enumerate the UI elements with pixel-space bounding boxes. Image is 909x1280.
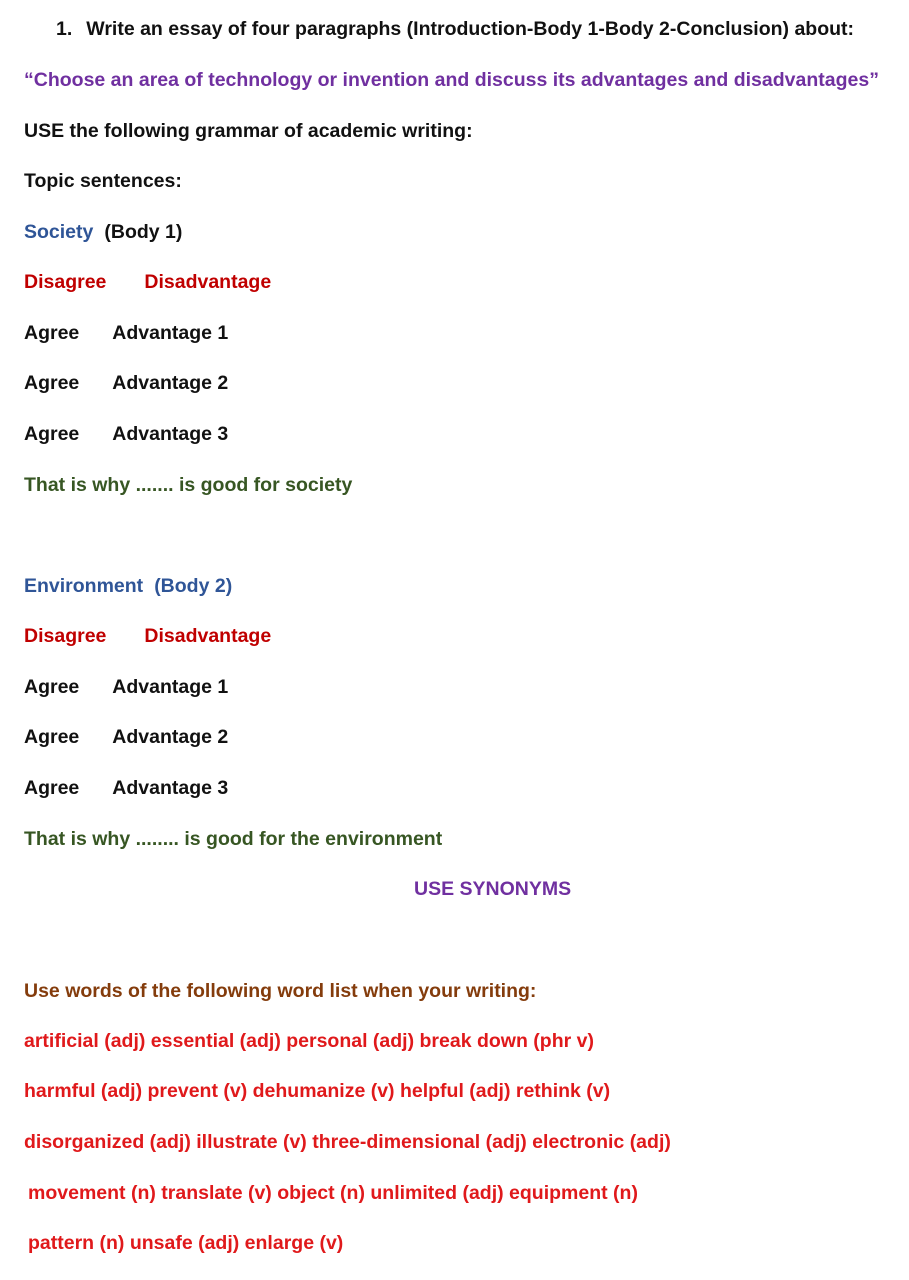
word-list-line: disorganized (adj) illustrate (v) three-dimensional (adj) electronic (adj)	[24, 1131, 671, 1153]
body1-tag: (Body 1)	[104, 221, 183, 243]
body2-advantage: Advantage 1	[112, 676, 229, 698]
word-list-line: pattern (n) unsafe (adj) enlarge (v)	[28, 1232, 344, 1254]
body1-advantage: Advantage 3	[112, 423, 229, 445]
body1-disadvantage: Disadvantage	[144, 271, 272, 293]
body1-conclusion: That is why ....... is good for society	[24, 474, 353, 496]
body1-disagree: Disagree	[24, 271, 107, 293]
body1-agree-row	[24, 374, 228, 394]
body2-disagree: Disagree	[24, 625, 107, 647]
synonyms-note: USE SYNONYMS	[414, 878, 572, 900]
word-list-line: harmful (adj) prevent (v) dehumanize (v) helpful (adj) rethink (v)	[24, 1080, 611, 1102]
word-list-heading: Use words of the following word list when your writing:	[24, 980, 537, 1002]
body2-agree: Agree	[24, 726, 80, 748]
task-number: 1.	[56, 18, 73, 40]
body1-advantage: Advantage 1	[112, 322, 229, 344]
task-instruction-text: Write an essay of four paragraphs (Introduction-Body 1-Body 2-Conclusion) about:	[86, 18, 855, 40]
grammar-heading: USE the following grammar of academic writing:	[24, 120, 473, 142]
body2-agree: Agree	[24, 777, 80, 799]
body2-agree: Agree	[24, 676, 80, 698]
body1-agree: Agree	[24, 372, 80, 394]
body2-agree-row	[24, 678, 228, 698]
body2-advantage: Advantage 3	[112, 777, 229, 799]
body2-disadvantage: Disadvantage	[144, 625, 272, 647]
body2-title: Environment	[24, 575, 144, 597]
body2-agree-row	[24, 779, 228, 799]
body2-advantage: Advantage 2	[112, 726, 229, 748]
body2-heading	[24, 577, 232, 597]
body1-agree: Agree	[24, 322, 80, 344]
body1-heading	[24, 223, 182, 243]
body2-conclusion: That is why ........ is good for the environment	[24, 828, 443, 850]
body1-agree-row	[24, 425, 228, 445]
body1-agree-row	[24, 324, 228, 344]
body1-disagree-row	[24, 273, 271, 293]
body2-tag: (Body 2)	[154, 575, 233, 597]
essay-topic: “Choose an area of technology or invention and discuss its advantages and disadvantages”	[24, 69, 879, 91]
body2-disagree-row	[24, 627, 271, 647]
word-list-line: artificial (adj) essential (adj) personal (adj) break down (phr v)	[24, 1030, 594, 1052]
body2-agree-row	[24, 728, 228, 748]
topic-sentences-heading: Topic sentences:	[24, 170, 182, 192]
body1-title: Society	[24, 221, 94, 243]
task-instruction	[56, 20, 854, 40]
body1-agree: Agree	[24, 423, 80, 445]
word-list-line: movement (n) translate (v) object (n) unlimited (adj) equipment (n)	[28, 1182, 638, 1204]
body1-advantage: Advantage 2	[112, 372, 229, 394]
